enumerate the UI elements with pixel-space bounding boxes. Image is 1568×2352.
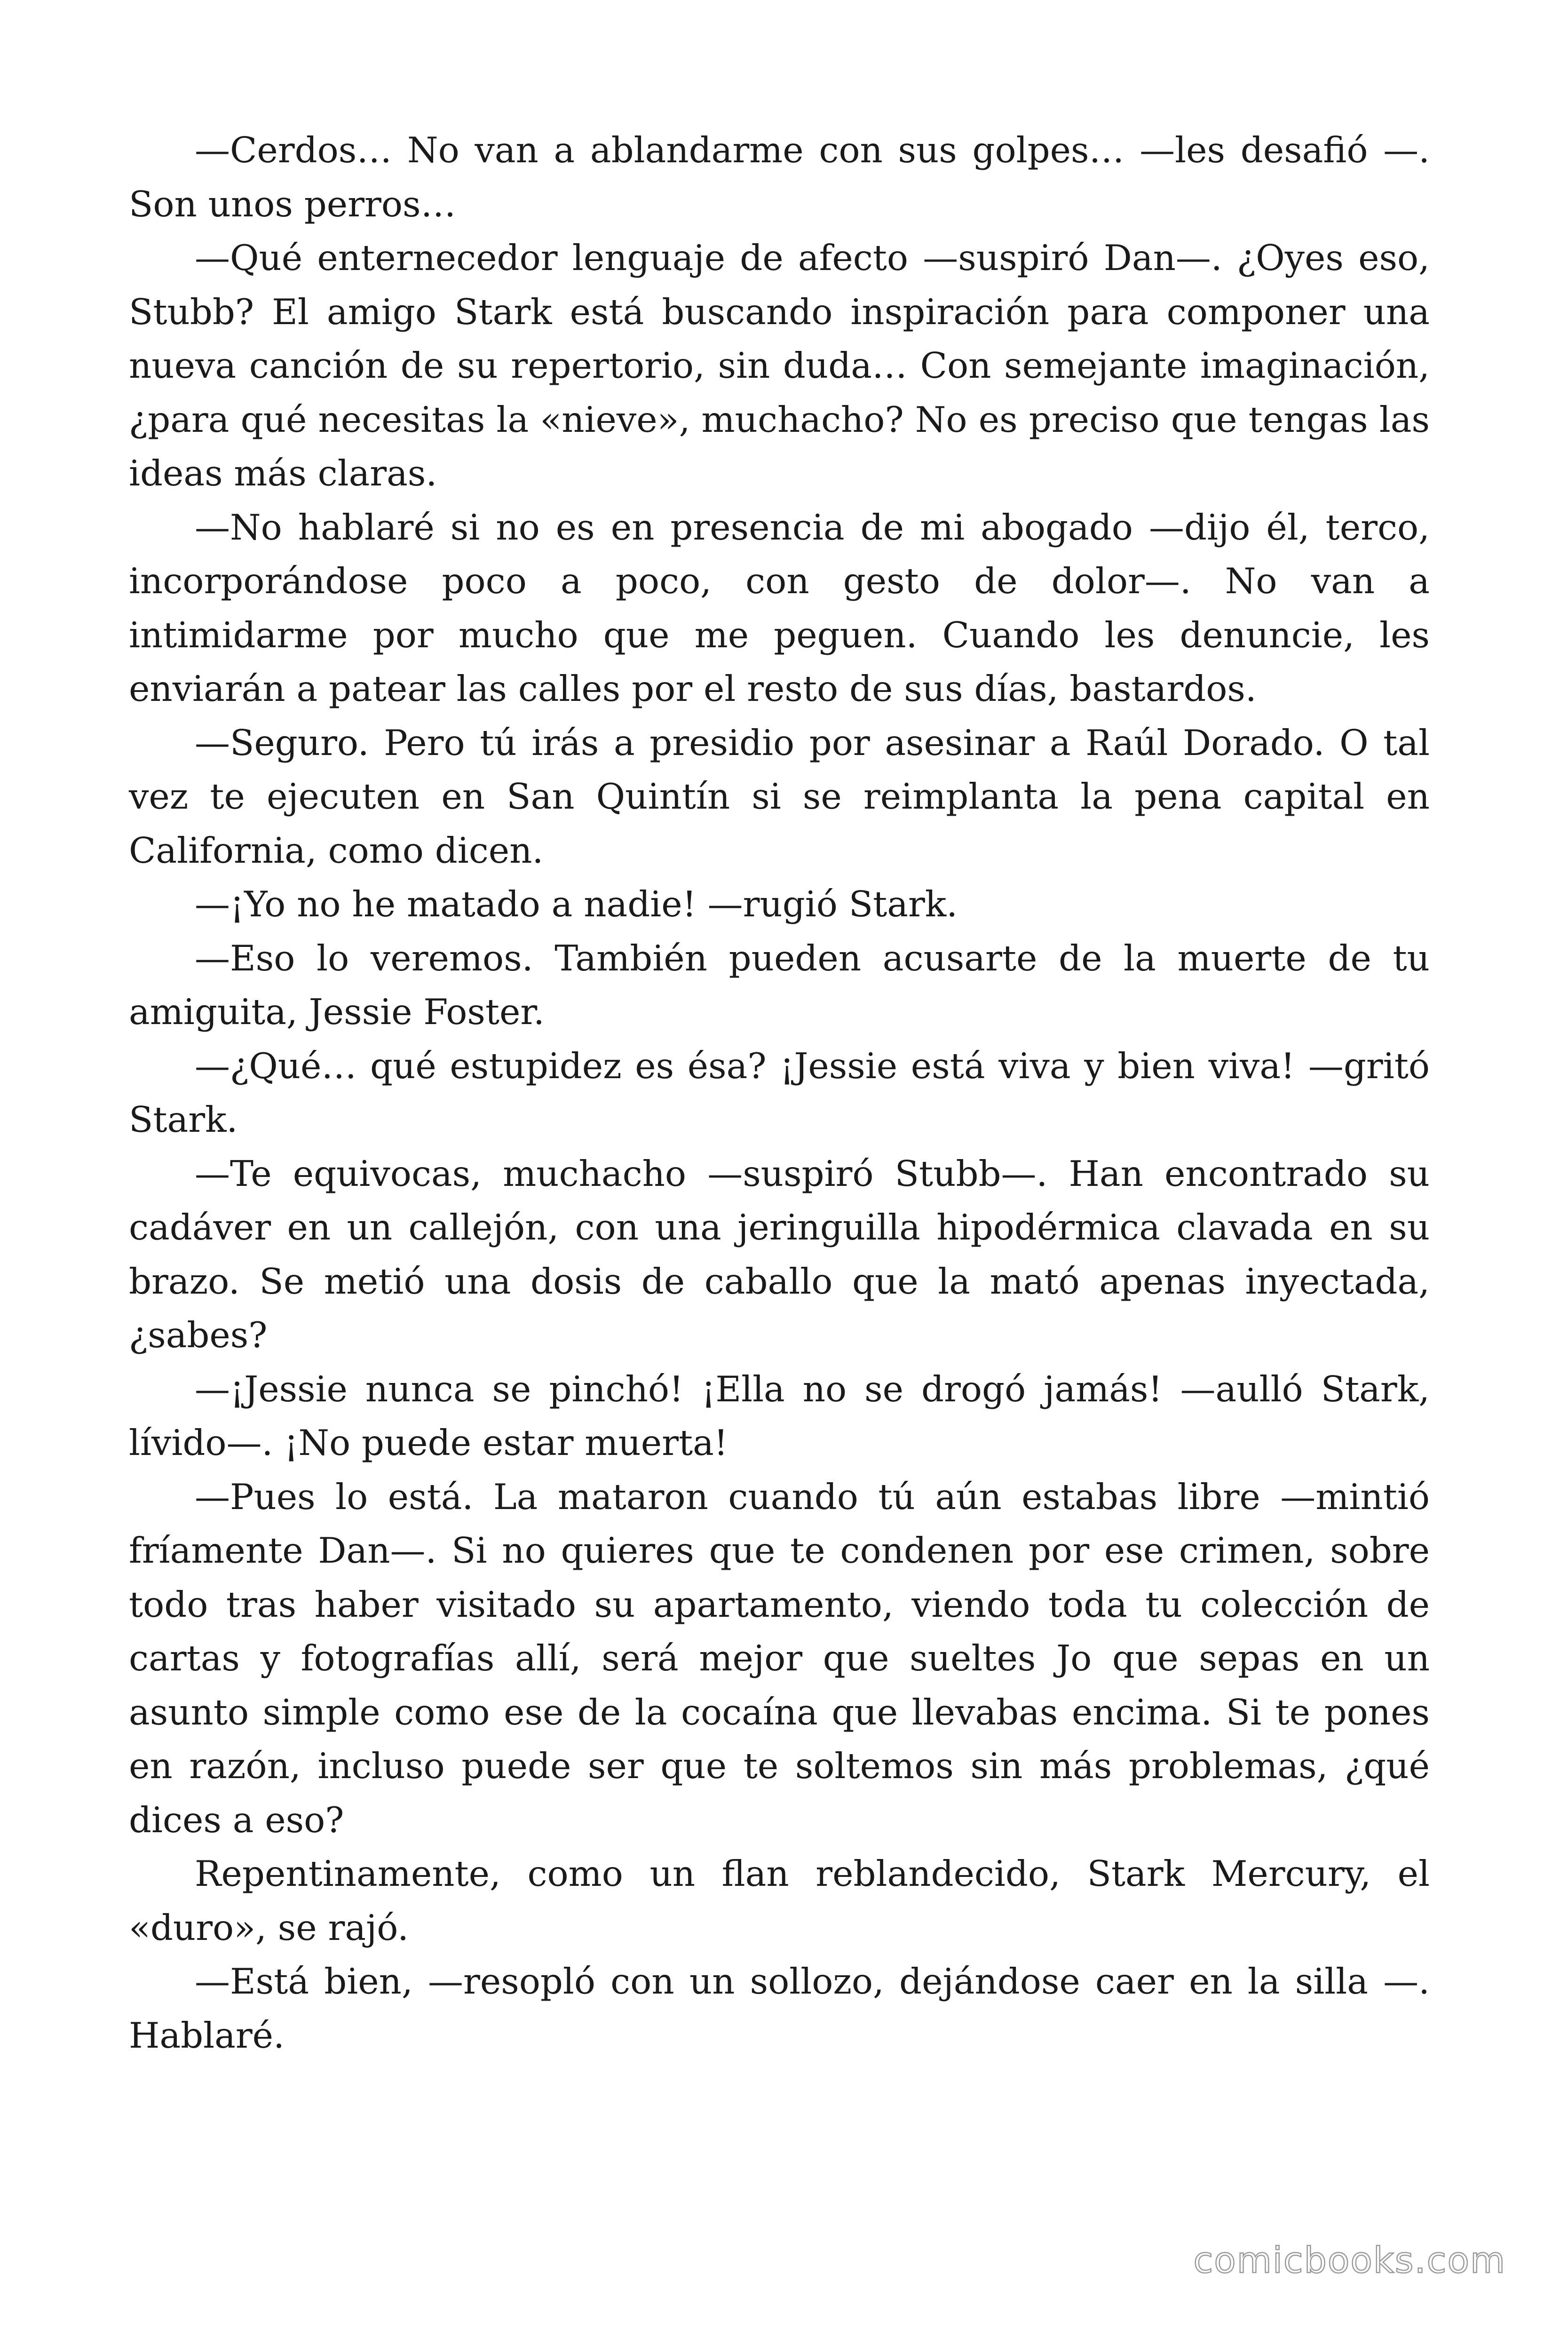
paragraph: Repentinamente, como un flan reblandecido, Stark Mercury, el «duro», se rajó.: [129, 1853, 1430, 1948]
paragraph: —Pues lo está. La mataron cuando tú aún estabas libre —mintió fríamente Dan—. Si no quieres que te condenen por ese crimen, sobre todo tras haber visitado su apartamento, viendo toda tu colección de cartas y fotografías allí, será mejor que sueltes Jo que sepas en un asunto simple como ese de la cocaína que llevabas encima. Si te pones en razón, incluso puede ser que te soltemos sin más problemas, ¿qué dices a eso?: [129, 1476, 1430, 1841]
paragraph: —Eso lo veremos. También pueden acusarte de la muerte de tu amiguita, Jessie Foster.: [129, 937, 1430, 1033]
paragraph: —¿Qué… qué estupidez es ésa? ¡Jessie está viva y bien viva! —gritó Stark.: [129, 1045, 1430, 1140]
paragraph: —¡Jessie nunca se pinchó! ¡Ella no se drogó jamás! —aulló Stark, lívido—. ¡No puede estar muerta!: [129, 1368, 1430, 1463]
paragraph: —Te equivocas, muchacho —suspiró Stubb—. Han encontrado su cadáver en un callejón, con una jeringuilla hipodérmica clavada en su brazo. Se metió una dosis de caballo que la mató apenas inyectada, ¿sabes?: [129, 1152, 1430, 1356]
book-page-text: [129, 123, 1430, 2062]
paragraph: —Está bien, —resopló con un sollozo, dejándose caer en la silla —. Hablaré.: [129, 1961, 1430, 2056]
paragraph: —¡Yo no he matado a nadie! —rugió Stark.: [195, 883, 958, 925]
paragraph: —No hablaré si no es en presencia de mi abogado —dijo él, terco, incorporándose poco a poco, con gesto de dolor—. No van a intimidarme por mucho que me peguen. Cuando les denuncie, les enviarán a patear las calles por el resto de sus días, bastardos.: [129, 506, 1430, 709]
paragraph: —Cerdos… No van a ablandarme con sus golpes… —les desafió —. Son unos perros…: [129, 129, 1430, 225]
watermark: comicbooks.com: [1193, 2239, 1506, 2281]
paragraph: —Seguro. Pero tú irás a presidio por asesinar a Raúl Dorado. O tal vez te ejecuten en San Quintín si se reimplanta la pena capital en California, como dicen.: [129, 722, 1430, 871]
paragraph: —Qué enternecedor lenguaje de afecto —suspiró Dan—. ¿Oyes eso, Stubb? El amigo Stark está buscando inspiración para componer una nueva canción de su repertorio, sin duda… Con semejante imaginación, ¿para qué necesitas la «nieve», muchacho? No es preciso que tengas las ideas más claras.: [129, 237, 1430, 494]
